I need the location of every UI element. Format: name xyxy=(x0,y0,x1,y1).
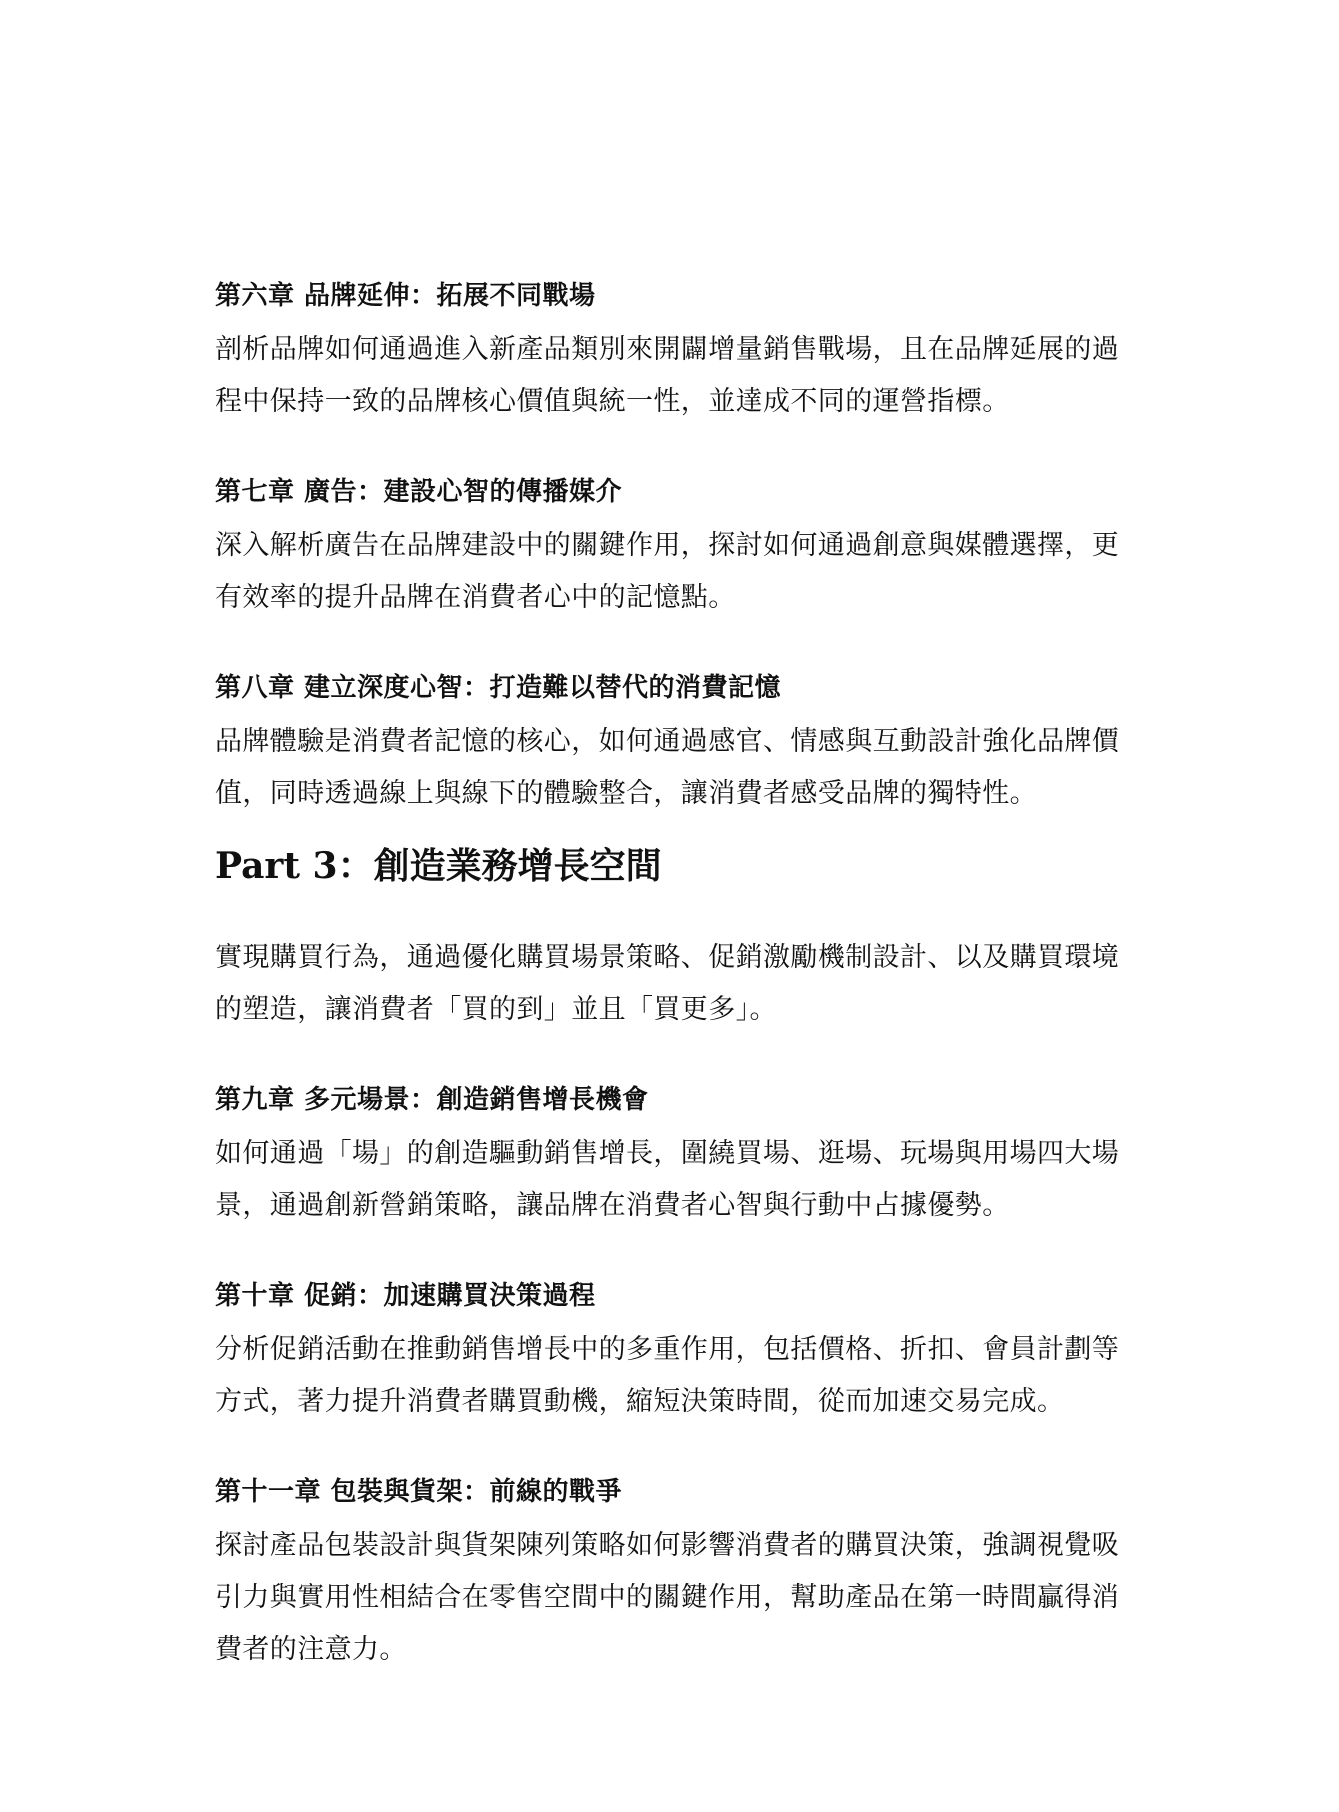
spacer xyxy=(215,820,1145,842)
chapter-8-title: 第八章 建立深度心智：打造難以替代的消費記憶 xyxy=(215,673,782,703)
part-3-intro: 實現購買行為，通過優化購買場景策略、促銷激勵機制設計、以及購買環境的塑造，讓消費者「買的到」並且「買更多」。 xyxy=(215,942,1120,1025)
chapter-6-title: 第六章 品牌延伸：拓展不同戰場 xyxy=(215,281,596,311)
chapter-11-summary: 探討產品包裝設計與貨架陳列策略如何影響消費者的購買決策，強調視覺吸引力與實用性相結合在零售空間中的關鍵作用，幫助產品在第一時間贏得消費者的注意力。 xyxy=(215,1530,1120,1665)
chapter-7-title: 第七章 廣告：建設心智的傳播媒介 xyxy=(215,477,623,507)
chapter-11-section xyxy=(215,1474,1145,1676)
chapter-7-summary: 深入解析廣告在品牌建設中的關鍵作用，探討如何通過創意與媒體選擇，更有效率的提升品牌在消費者心中的記憶點。 xyxy=(215,530,1120,613)
chapter-8-summary: 品牌體驗是消費者記憶的核心，如何通過感官、情感與互動設計強化品牌價值，同時透過線上與線下的體驗整合，讓消費者感受品牌的獨特性。 xyxy=(215,726,1120,809)
chapter-6-summary: 剖析品牌如何通過進入新產品類別來開闢增量銷售戰場，且在品牌延展的過程中保持一致的品牌核心價值與統一性，並達成不同的運營指標。 xyxy=(215,334,1120,417)
chapter-7-section xyxy=(215,474,1145,624)
chapter-10-summary: 分析促銷活動在推動銷售增長中的多重作用，包括價格、折扣、會員計劃等方式，著力提升消費者購買動機，縮短決策時間，從而加速交易完成。 xyxy=(215,1334,1120,1417)
chapter-9-title: 第九章 多元場景：創造銷售增長機會 xyxy=(215,1085,649,1115)
chapter-9-summary: 如何通過「場」的創造驅動銷售增長，圍繞買場、逛場、玩場與用場四大場景，通過創新營銷策略，讓品牌在消費者心智與行動中占據優勢。 xyxy=(215,1138,1120,1221)
chapter-6-section xyxy=(215,278,1145,428)
chapter-10-section xyxy=(215,1278,1145,1428)
page-content xyxy=(215,278,1145,1676)
chapter-8-section xyxy=(215,670,1145,820)
spacer xyxy=(215,428,1145,474)
spacer xyxy=(215,624,1145,670)
spacer xyxy=(215,1232,1145,1278)
spacer xyxy=(215,1036,1145,1082)
spacer xyxy=(215,1428,1145,1474)
chapter-10-title: 第十章 促銷：加速購買決策過程 xyxy=(215,1281,596,1311)
part-3-title: Part 3：創造業務增長空間 xyxy=(215,845,662,887)
part-3-section xyxy=(215,842,1145,1036)
chapter-11-title: 第十一章 包裝與貨架：前線的戰爭 xyxy=(215,1477,623,1507)
chapter-9-section xyxy=(215,1082,1145,1232)
